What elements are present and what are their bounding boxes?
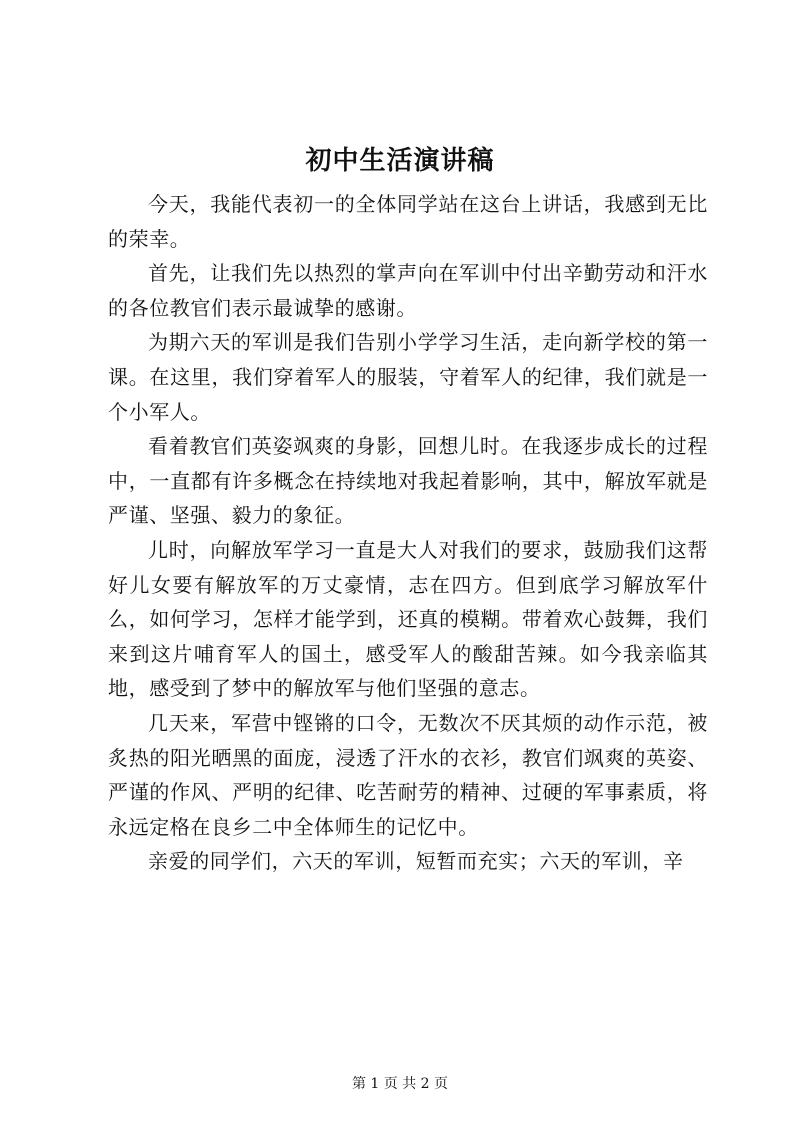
paragraph: 看着教官们英姿飒爽的身影，回想儿时。在我逐步成长的过程中，一直都有许多概念在持续地对我起着影响，其中，解放军就是严谨、坚强、毅力的象征。 [108,434,708,528]
paragraph: 儿时，向解放军学习一直是大人对我们的要求，鼓励我们这帮好儿女要有解放军的万丈豪情，志在四方。但到底学习解放军什么，如何学习，怎样才能学到，还真的模糊。带着欢心鼓舞，我们来到这片哺育军人的国土，感受军人的酸甜苦辣。如今我亲临其地，感受到了梦中的解放军与他们坚强的意志。 [108,537,708,701]
page-footer: 第 1 页 共 2 页 [351,1076,449,1092]
paragraph: 首先，让我们先以热烈的掌声向在军训中付出辛勤劳动和汗水的各位教官们表示最诚挚的感谢。 [108,261,708,320]
paragraph: 几天来，军营中铿锵的口令，无数次不厌其烦的动作示范，被炙热的阳光晒黑的面庞，浸透了汗水的衣衫，教官们飒爽的英姿、严谨的作风、严明的纪律、吃苦耐劳的精神、过硬的军事素质，将永远定格在良乡二中全体师生的记忆中。 [108,710,708,839]
document-body [108,187,708,879]
paragraph: 今天，我能代表初一的全体同学站在这台上讲话，我感到无比的荣幸。 [108,192,708,251]
document-title: 初中生活演讲稿 [305,146,495,176]
paragraph: 为期六天的军训是我们告别小学学习生活，走向新学校的第一课。在这里，我们穿着军人的服装，守着军人的纪律，我们就是一个小军人。 [108,330,708,424]
paragraph: 亲爱的同学们，六天的军训，短暂而充实；六天的军训，辛 [148,849,684,874]
